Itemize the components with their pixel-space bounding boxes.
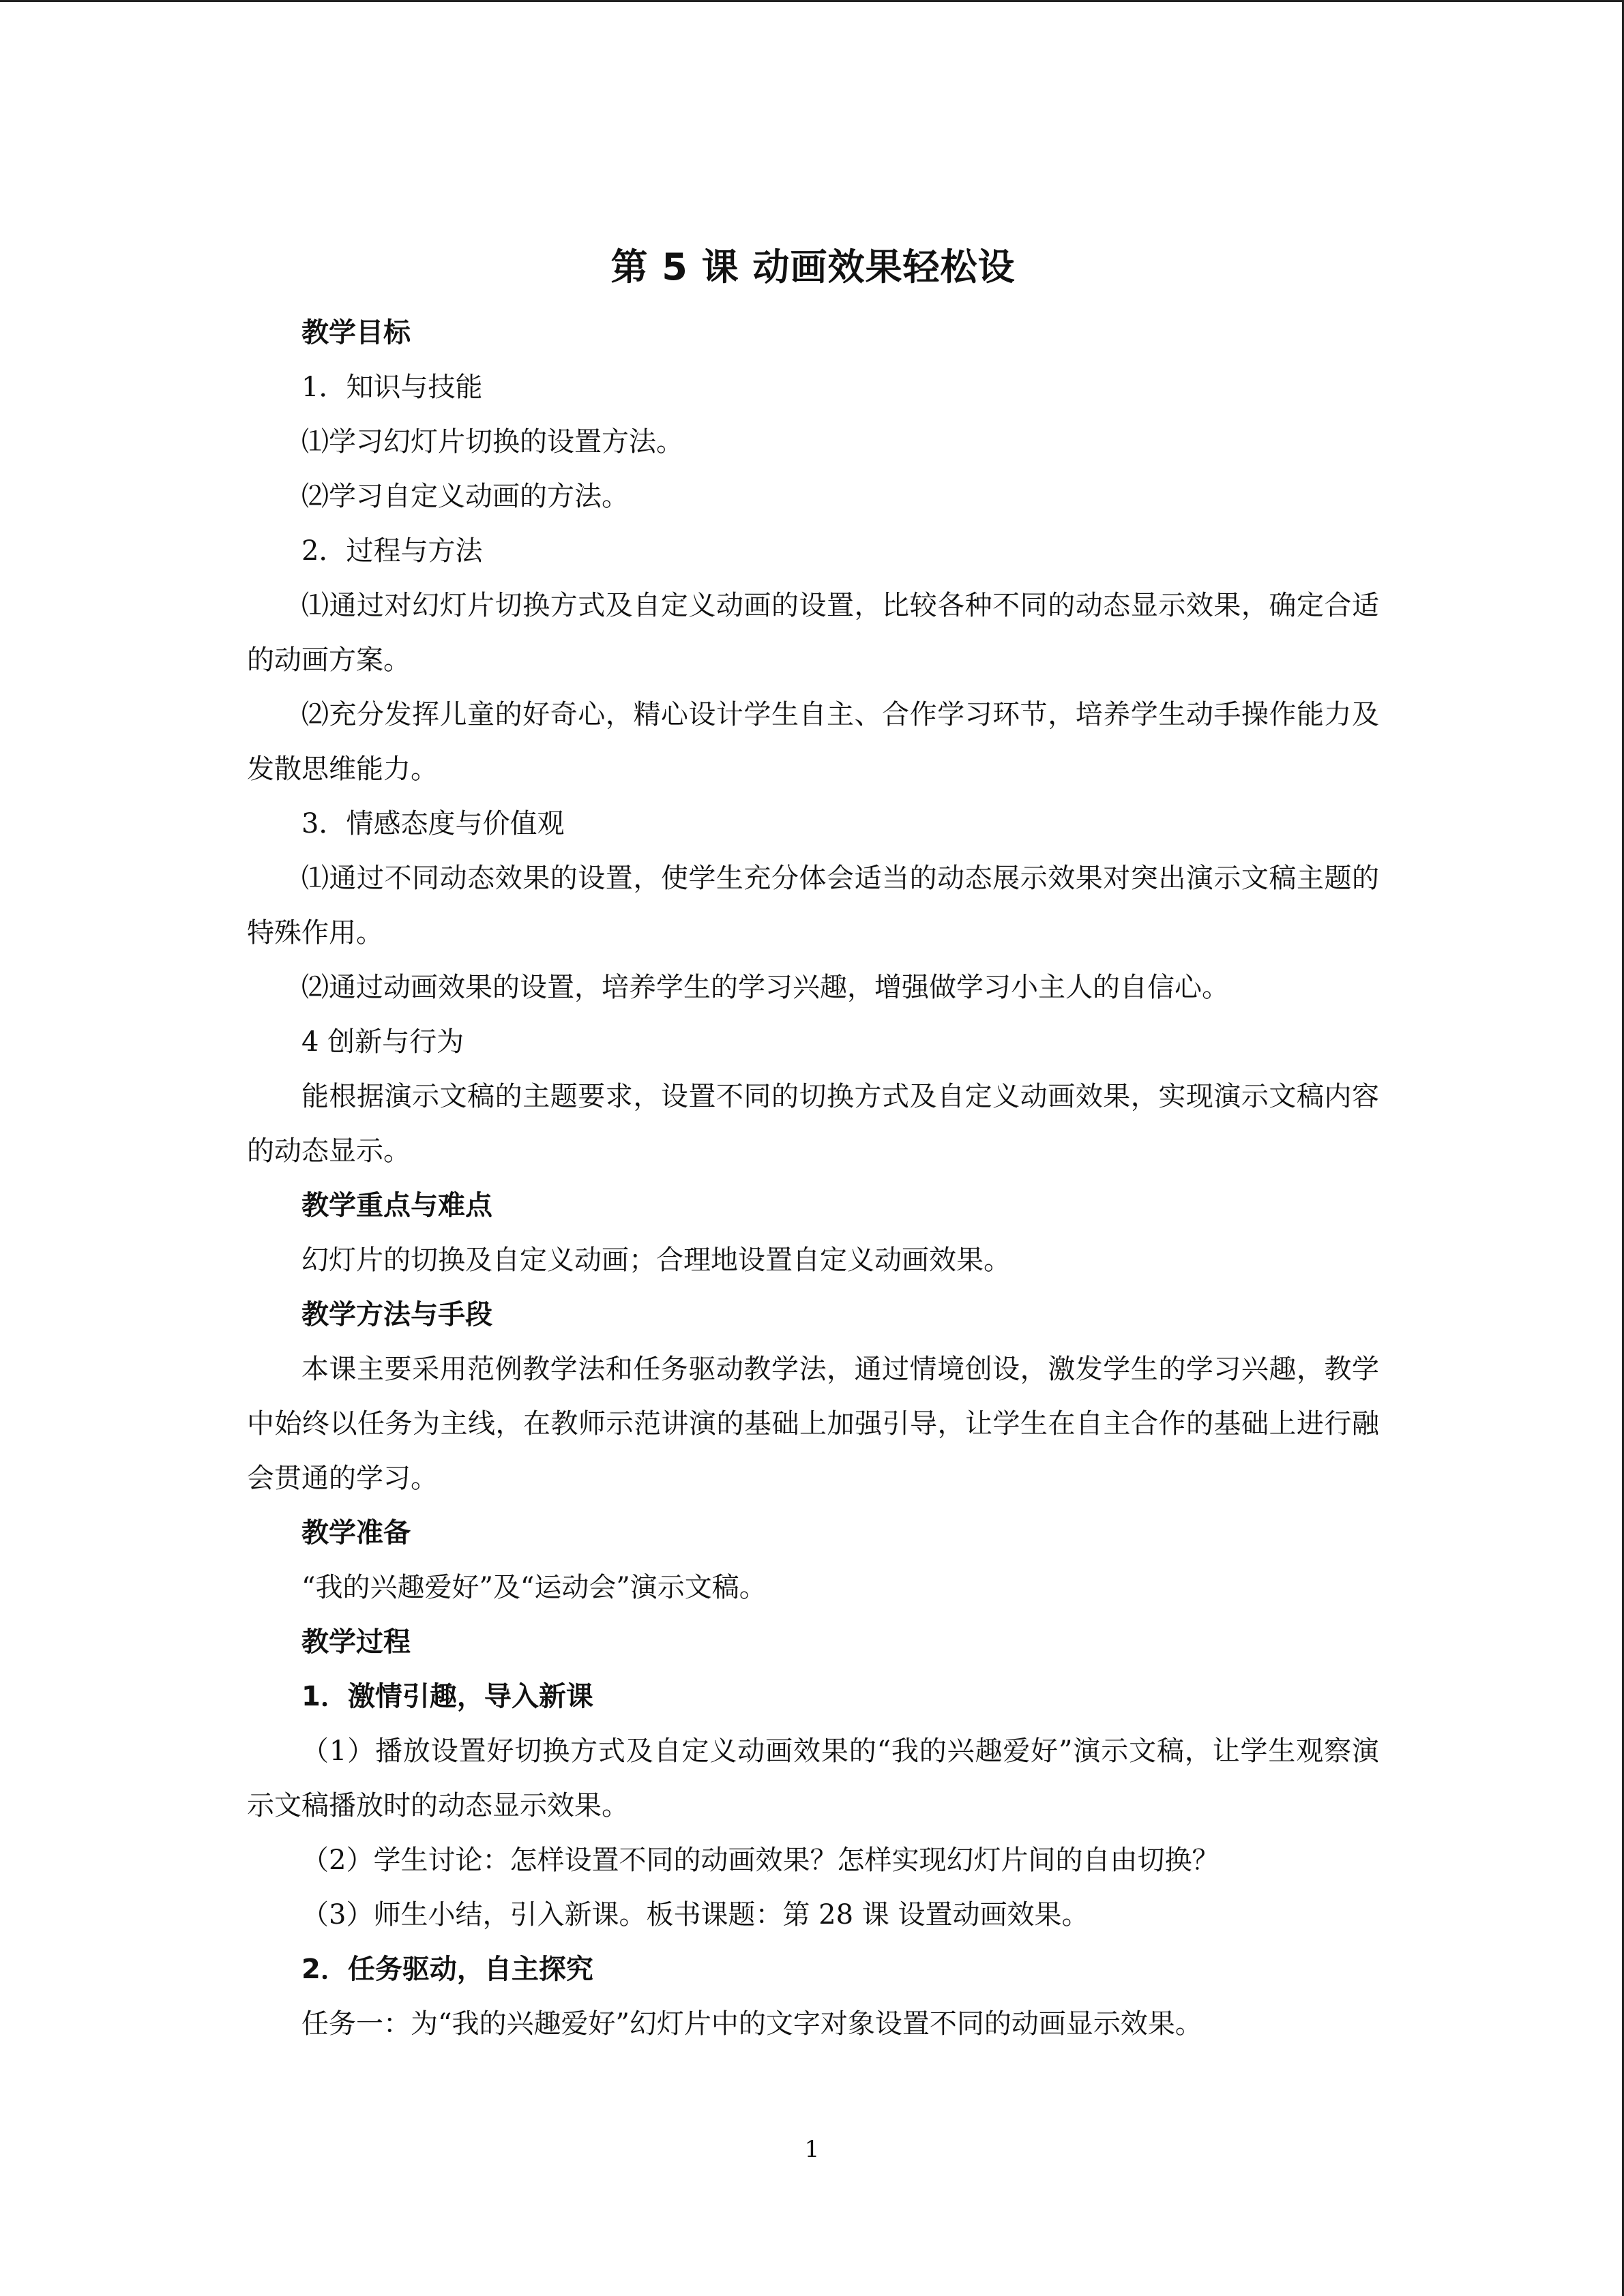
section-heading-teaching-goals: 教学目标: [301, 317, 411, 348]
section-heading-preparation: 教学准备: [301, 1517, 411, 1549]
page-edge-top: [0, 0, 1624, 2]
section-heading-process: 教学过程: [301, 1626, 411, 1658]
goal-attitude-item-2: ⑵通过动画效果的设置，培养学生的学习兴趣，增强做学习小主人的自信心。: [301, 972, 1229, 1003]
document-body: [247, 233, 1379, 2051]
section-heading-methods: 教学方法与手段: [301, 1299, 492, 1330]
goal-knowledge-skills: 1．知识与技能: [301, 372, 483, 403]
page-number: 1: [804, 2136, 820, 2163]
goal-knowledge-item-1: ⑴学习幻灯片切换的设置方法。: [301, 426, 683, 458]
goal-process-item-1: ⑴通过对幻灯片切换方式及自定义动画的设置，比较各种不同的动态显示效果，确定合适的动画方案。: [247, 590, 1379, 676]
methods-text: 本课主要采用范例教学法和任务驱动教学法，通过情境创设，激发学生的学习兴趣，教学中始终以任务为主线，在教师示范讲演的基础上加强引导，让学生在自主合作的基础上进行融会贯通的学习。: [247, 1354, 1379, 1494]
process-step-2-heading: 2．任务驱动，自主探究: [301, 1954, 593, 1985]
process-step-1-heading: 1．激情引趣，导入新课: [301, 1681, 593, 1712]
process-task-1: 任务一：为“我的兴趣爱好”幻灯片中的文字对象设置不同的动画显示效果。: [301, 2008, 1202, 2040]
document-title: 第 5 课 动画效果轻松设: [610, 245, 1016, 288]
goal-innovation: 4 创新与行为: [301, 1026, 464, 1058]
goal-attitude-item-1: ⑴通过不同动态效果的设置，使学生充分体会适当的动态展示效果对突出演示文稿主题的特殊作用。: [247, 863, 1379, 949]
process-step-1-item-3: （3）师生小结，引入新课。板书课题：第 28 课 设置动画效果。: [301, 1899, 1089, 1930]
section-heading-key-points: 教学重点与难点: [301, 1190, 492, 1221]
goal-innovation-item: 能根据演示文稿的主题要求，设置不同的切换方式及自定义动画效果，实现演示文稿内容的动态显示。: [247, 1081, 1379, 1167]
goal-process-item-2: ⑵充分发挥儿童的好奇心，精心设计学生自主、合作学习环节，培养学生动手操作能力及发散思维能力。: [247, 699, 1379, 785]
process-step-1-item-2: （2）学生讨论：怎样设置不同的动画效果？怎样实现幻灯片间的自由切换？: [301, 1845, 1220, 1876]
key-points-text: 幻灯片的切换及自定义动画；合理地设置自定义动画效果。: [301, 1244, 1011, 1276]
goal-attitude-values: 3．情感态度与价值观: [301, 808, 565, 839]
preparation-text: “我的兴趣爱好”及“运动会”演示文稿。: [301, 1572, 767, 1603]
goal-knowledge-item-2: ⑵学习自定义动画的方法。: [301, 481, 629, 512]
process-step-1-item-1: （1）播放设置好切换方式及自定义动画效果的“我的兴趣爱好”演示文稿，让学生观察演示文稿播放时的动态显示效果。: [247, 1735, 1379, 1821]
goal-process-methods: 2．过程与方法: [301, 535, 483, 567]
